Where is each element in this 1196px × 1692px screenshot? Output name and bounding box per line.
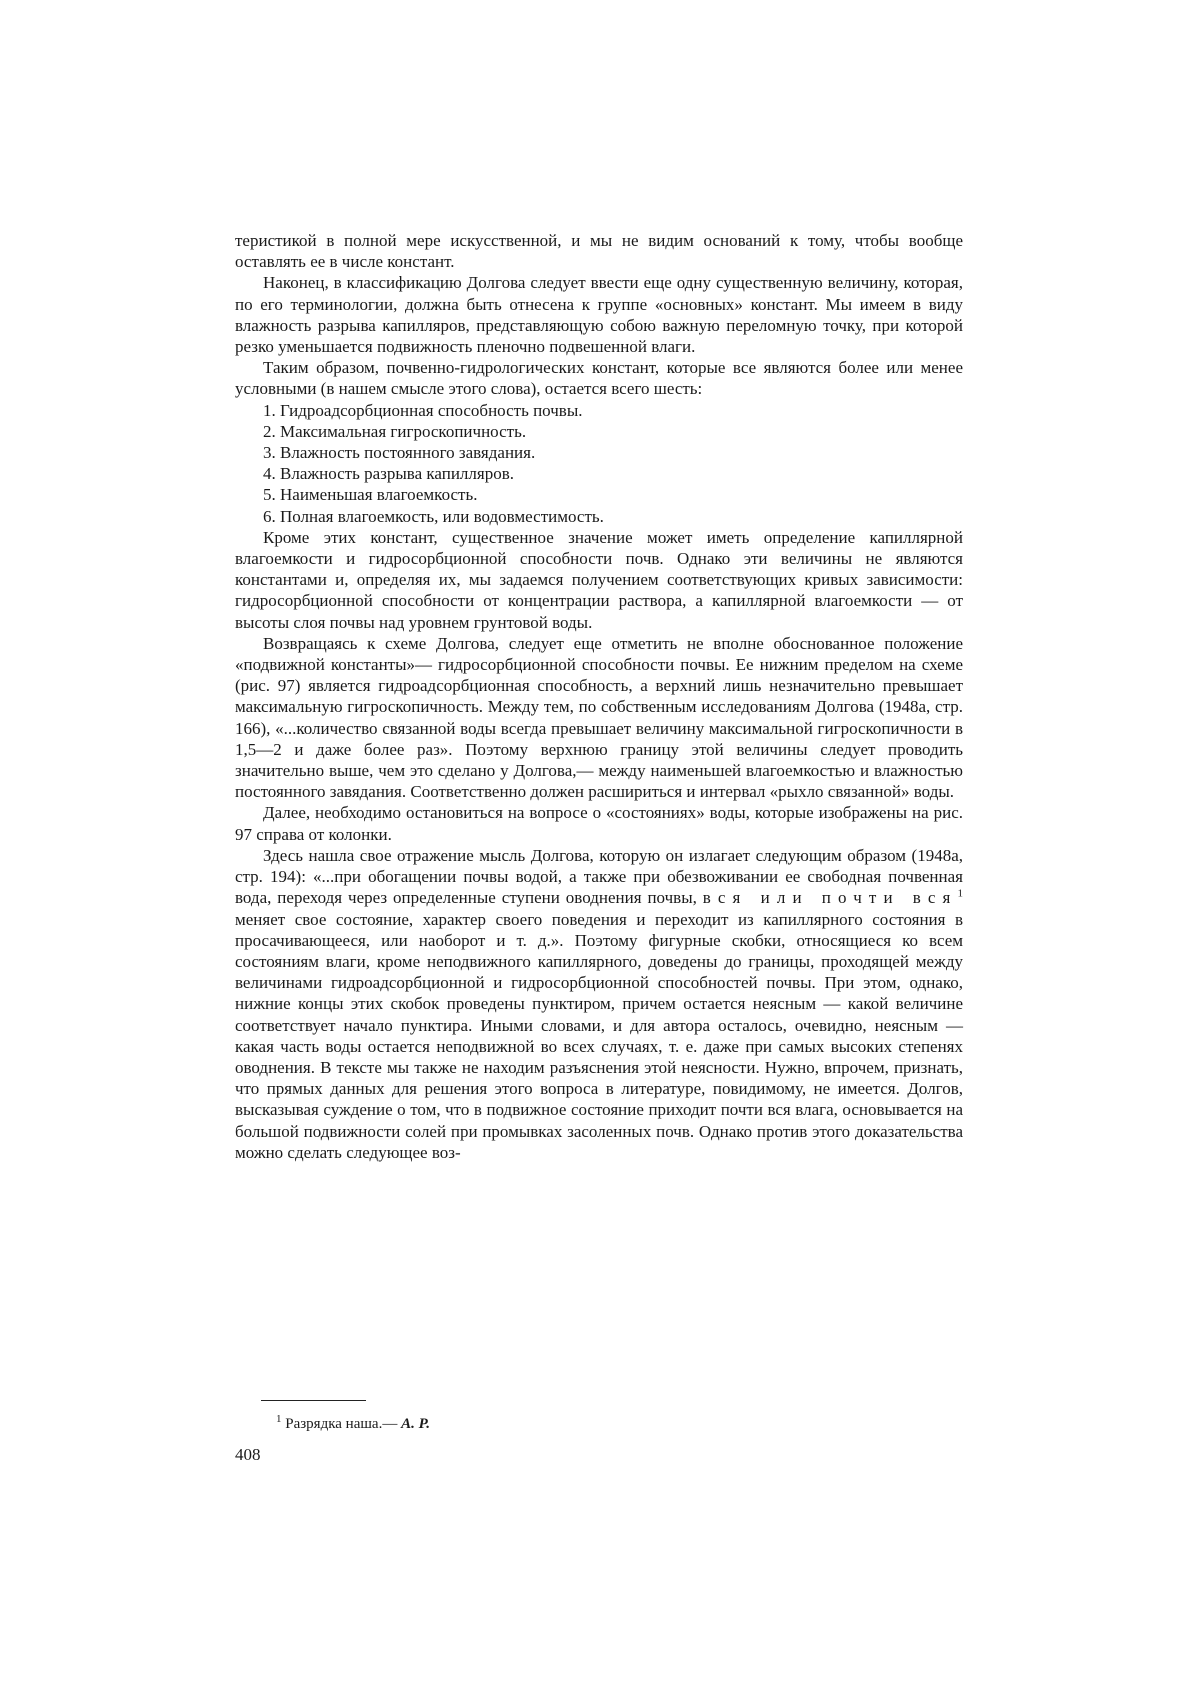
page-number: 408 xyxy=(235,1445,261,1464)
spaced-emphasis: вся или почти вся xyxy=(702,888,958,908)
footnote-reference: 1 xyxy=(957,887,963,900)
list-item: 5. Наименьшая влагоемкость. xyxy=(263,485,478,505)
footnote xyxy=(276,1413,430,1433)
constants-list xyxy=(235,400,963,527)
list-item: 3. Влажность постоянного завядания. xyxy=(263,443,536,463)
paragraph-7-part-b: меняет свое состояние, характер своего поведения и переходит из капиллярного состояния в просачивающееся, или наоборот и т. д.». Поэтому фигурные скобки, относящиеся ко всем состояниям влаги, кроме неподвижного капиллярного, доведены до границы, проходящей между величинами гидроадсорбционной и гидросорбционной способностей почвы. При этом, однако, нижние концы этих скобок проведены пунктиром, причем остается неясным — какой величине соответствует начало пунктира. Иными словами, и для автора осталось, очевидно, неясным — какая часть воды остается неподвижной во всех случаях, т. е. даже при самых высоких степенях оводнения. В тексте мы также не находим разъяснения этой неясности. Нужно, впрочем, признать, что прямых данных для решения этого вопроса в литературе, повидимому, не имеется. Долгов, высказывая суждение о том, что в подвижное состояние приходит почти вся влага, основывается на большой подвижности солей при промывках засоленных почв. Однако против этого доказательства можно сделать следующее воз- xyxy=(235,909,963,1162)
paragraph-5: Возвращаясь к схеме Долгова, следует еще отметить не вполне обоснованное положение «подвижной константы»— гидросорбционной способности почвы. Ее нижним пределом на схеме (рис. 97) является гидроадсорбционная способность, а верхний лишь незначительно превышает максимальную гигроскопичность. Между тем, по собственным исследованиям Долгова (1948а, стр. 166), «...количество связанной воды всегда превышает величину максимальной гигроскопичности в 1,5—2 и даже более раз». Поэтому верхнюю границу этой величины следует проводить значительно выше, чем это сделано у Долгова,— между наименьшей влагоемкостью и влажностью постоянного завядания. Соответственно должен расшириться и интервал «рыхло связанной» воды. xyxy=(235,633,963,802)
list-item: 4. Влажность разрыва капилляров. xyxy=(263,464,514,484)
paragraph-7 xyxy=(235,845,963,1163)
paragraph-3: Таким образом, почвенно-гидрологических констант, которые все являются более или менее условными (в нашем смысле этого слова), остается всего шесть: xyxy=(235,358,963,399)
list-item: 1. Гидроадсорбционная способность почвы. xyxy=(263,400,583,420)
list-item: 6. Полная влагоемкость, или водовместимость. xyxy=(263,506,604,526)
footnote-text: Разрядка наша.— xyxy=(281,1416,402,1432)
paragraph-7-part-a: Здесь нашла свое отражение мысль Долгова, которую он излагает следующим образом (1948а, стр. 194): «...при обогащении почвы водой, а также при обезвоживании ее свободная почвенная вода, переходя через определенные ступени оводнения почвы, xyxy=(235,845,963,908)
list-item: 2. Максимальная гигроскопичность. xyxy=(263,421,527,441)
footnote-mark: 1 xyxy=(276,1413,282,1425)
paragraph-1: теристикой в полной мере искусственной, и мы не видим оснований к тому, чтобы вообще оставлять ее в числе констант. xyxy=(235,231,963,272)
footnote-signature: А. Р. xyxy=(401,1416,430,1432)
paragraph-6: Далее, необходимо остановиться на вопросе о «состояниях» воды, которые изображены на рис. 97 справа от колонки. xyxy=(235,803,963,844)
footnote-rule xyxy=(261,1400,366,1401)
paragraph-4: Кроме этих констант, существенное значение может иметь определение капиллярной влагоемкости и гидросорбционной способности почв. Однако эти величины не являются константами и, определяя их, мы задаемся получением соответствующих кривых зависимости: гидросорбционной способности от концентрации раствора, а капиллярной влагоемкости — от высоты слоя почвы над уровнем грунтовой воды. xyxy=(235,527,963,632)
paragraph-2: Наконец, в классификацию Долгова следует ввести еще одну существенную величину, которая, по его терминологии, должна быть отнесена к группе «основных» констант. Мы имеем в виду влажность разрыва капилляров, представляющую собою важную переломную точку, при которой резко уменьшается подвижность пленочно подвешенной влаги. xyxy=(235,273,963,357)
page-body xyxy=(235,230,963,1163)
